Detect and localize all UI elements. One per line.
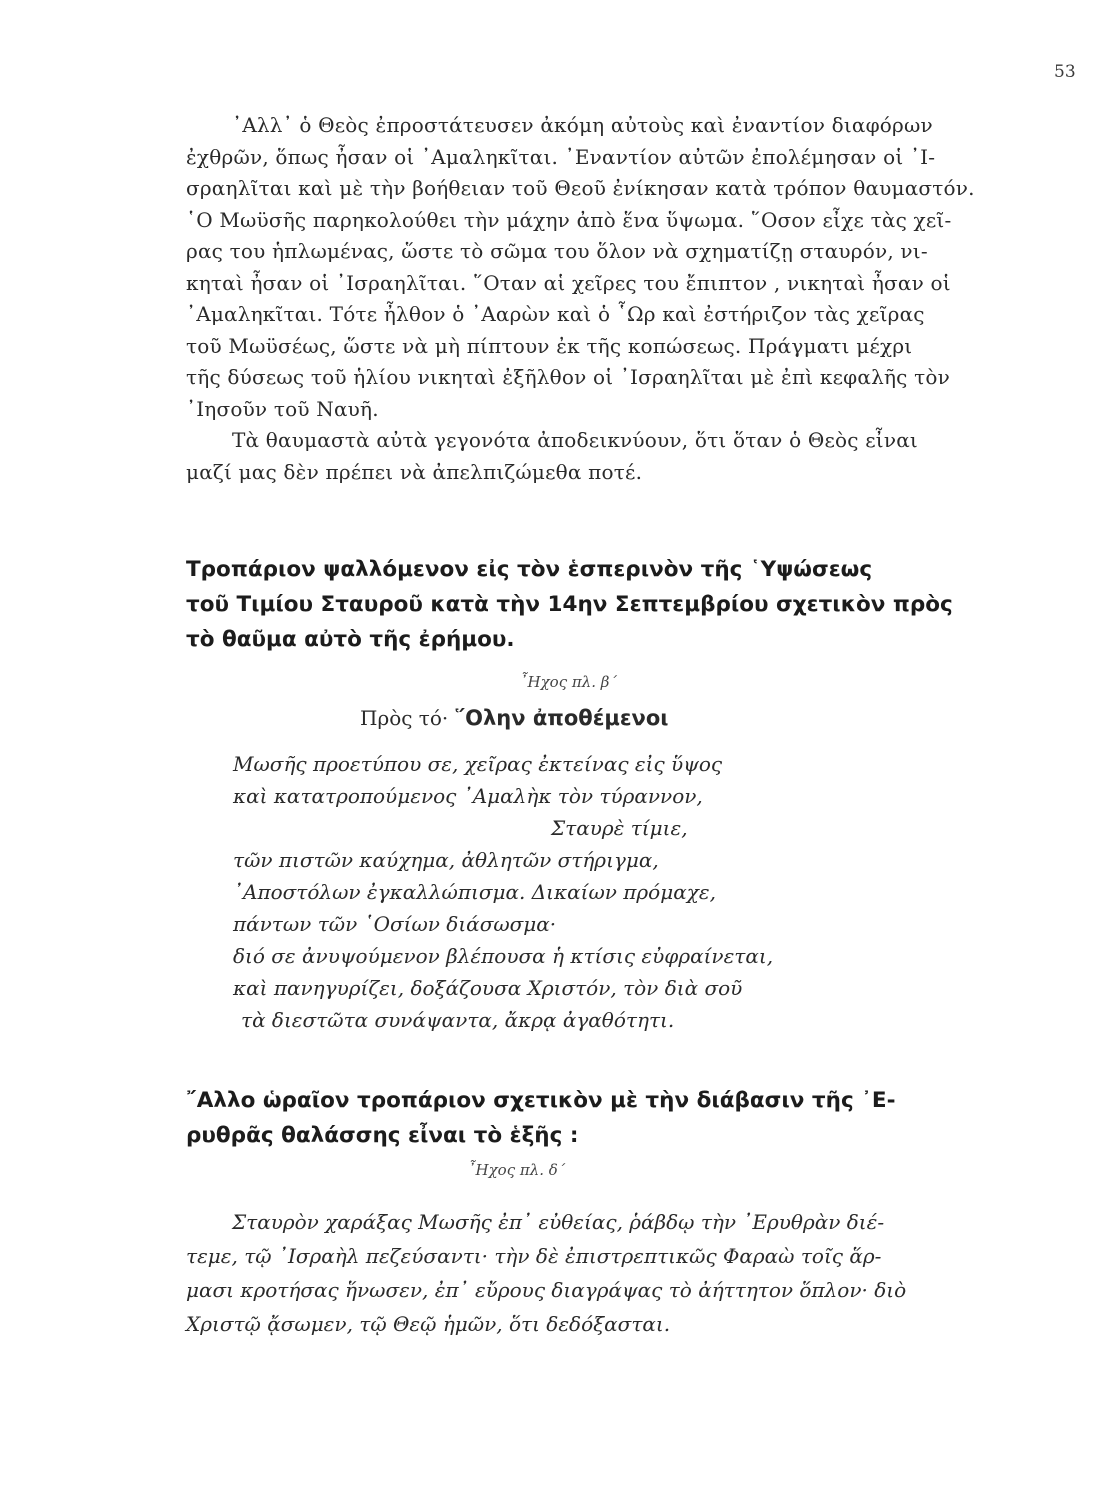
text-line: ῾Ο Μωϋσῆς παρηκολούθει τὴν μάχην ἀπὸ ἕνα ὕψωμα. ῞Οσον εἶχε τὰς χεῖ-: [186, 207, 952, 232]
troparion-line: μασι κροτήσας ἥνωσεν, ἐπ᾿ εὔρους διαγράψας τὸ ἀήττητον ὅπλον· διὸ: [186, 1278, 907, 1302]
hymn-text: [233, 748, 933, 1036]
troparion-line: Σταυρὸν χαράξας Μωσῆς ἐπ᾿ εὐθείας, ῥάβδῳ τὴν ᾿Ερυθρὰν διέ-: [232, 1210, 885, 1234]
text-line: ρας του ἡπλωμένας, ὥστε τὸ σῶμα του ὅλον νὰ σχηματίζῃ σταυρόν, νι-: [186, 239, 928, 263]
mode-label: ῏Ηχος πλ. β΄: [520, 673, 617, 691]
text-line: ᾿Αλλ᾿ ὁ Θεὸς ἐπροστάτευσεν ἀκόμη αὐτοὺς καὶ ἐναντίον διαφόρων: [232, 113, 933, 137]
hymn-line: διό σε ἀνυψούμενον βλέπουσα ἡ κτίσις εὐφραίνεται,: [233, 944, 774, 968]
text-line: τῆς δύσεως τοῦ ἡλίου νικηταὶ ἐξῆλθον οἱ ᾿Ισραηλῖται μὲ ἐπὶ κεφαλῆς τὸν: [186, 365, 950, 389]
prosomoion-line: [360, 706, 668, 730]
mode-label: ῏Ηχος πλ. δ΄: [468, 1161, 566, 1179]
troparion-line: τεμε, τῷ ᾿Ισραὴλ πεζεύσαντι· τὴν δὲ ἐπιστρεπτικῶς Φαραὼ τοῖς ἅρ-: [186, 1244, 882, 1268]
hymn-line: ᾿Αποστόλων ἐγκαλλώπισμα. Δικαίων πρόμαχε,: [233, 880, 716, 904]
hymn-line: Σταυρὲ τίμιε,: [551, 816, 688, 840]
hymn-line: τῶν πιστῶν καύχημα, ἀθλητῶν στήριγμα,: [233, 848, 659, 872]
troparion-text: [186, 1205, 946, 1341]
section-heading: [186, 1083, 956, 1153]
text-line: τοῦ Μωϋσέως, ὥστε νὰ μὴ πίπτουν ἐκ τῆς κοπώσεως. Πράγματι μέχρι: [186, 333, 913, 358]
hymn-line: καὶ πανηγυρίζει, δοξάζουσα Χριστόν, τὸν διὰ σοῦ: [233, 976, 743, 1000]
text-line: Τὰ θαυμαστὰ αὐτὰ γεγονότα ἀποδεικνύουν, ὅτι ὅταν ὁ Θεὸς εἶναι: [232, 428, 918, 452]
page-number: 53: [1054, 62, 1076, 82]
text-line: μαζί μας δὲν πρέπει νὰ ἀπελπιζώμεθα ποτέ.: [186, 459, 643, 484]
heading-line: τὸ θαῦμα αὐτὸ τῆς ἐρήμου.: [186, 627, 515, 652]
heading-line: ῎Αλλο ὡραῖον τροπάριον σχετικὸν μὲ τὴν διάβασιν τῆς ᾿Ε-: [186, 1088, 896, 1113]
prosomoion-prefix: Πρὸς τό·: [360, 706, 449, 730]
hymn-line: τὰ διεστῶτα συνάψαντα, ἄκρᾳ ἀγαθότητι.: [241, 1008, 675, 1032]
section-heading: [186, 552, 956, 657]
hymn-line: πάντων τῶν ῾Οσίων διάσωσμα·: [233, 912, 557, 936]
heading-line: ρυθρᾶς θαλάσσης εἶναι τὸ ἑξῆς :: [186, 1123, 579, 1148]
text-line: ᾿Αμαληκῖται. Τότε ἦλθον ὁ ᾿Ααρὼν καὶ ὁ ῟Ωρ καὶ ἐστήριζον τὰς χεῖρας: [186, 302, 925, 326]
troparion-line: Χριστῷ ᾄσωμεν, τῷ Θεῷ ἡμῶν, ὅτι δεδόξασται.: [186, 1312, 671, 1336]
text-line: κηταὶ ἦσαν οἱ ᾿Ισραηλῖται. ῞Οταν αἱ χεῖρες του ἔπιπτον , νικηταὶ ἦσαν οἱ: [186, 270, 951, 295]
narrative-text: [186, 110, 975, 488]
text-line: ἐχθρῶν, ὅπως ἦσαν οἱ ᾿Αμαληκῖται. ᾿Εναντίον αὐτῶν ἐπολέμησαν οἱ ᾿Ι-: [186, 144, 936, 169]
text-line: ᾿Ιησοῦν τοῦ Ναυῆ.: [186, 396, 379, 421]
heading-line: Τροπάριον ψαλλόμενον εἰς τὸν ἑσπερινὸν τῆς ῾Υψώσεως: [186, 557, 873, 582]
heading-line: τοῦ Τιμίου Σταυροῦ κατὰ τὴν 14ην Σεπτεμβρίου σχετικὸν πρὸς: [186, 592, 953, 617]
hymn-line: Μωσῆς προετύπου σε, χεῖρας ἐκτείνας εἰς ὕψος: [233, 752, 723, 776]
hymn-line: καὶ κατατροπούμενος ᾿Αμαλὴκ τὸν τύραννον,: [233, 784, 703, 808]
text-line: σραηλῖται καὶ μὲ τὴν βοήθειαν τοῦ Θεοῦ ἐνίκησαν κατὰ τρόπον θαυμαστόν.: [186, 176, 975, 200]
prosomoion-melody: ῞Ολην ἀποθέμενοι: [454, 706, 669, 730]
